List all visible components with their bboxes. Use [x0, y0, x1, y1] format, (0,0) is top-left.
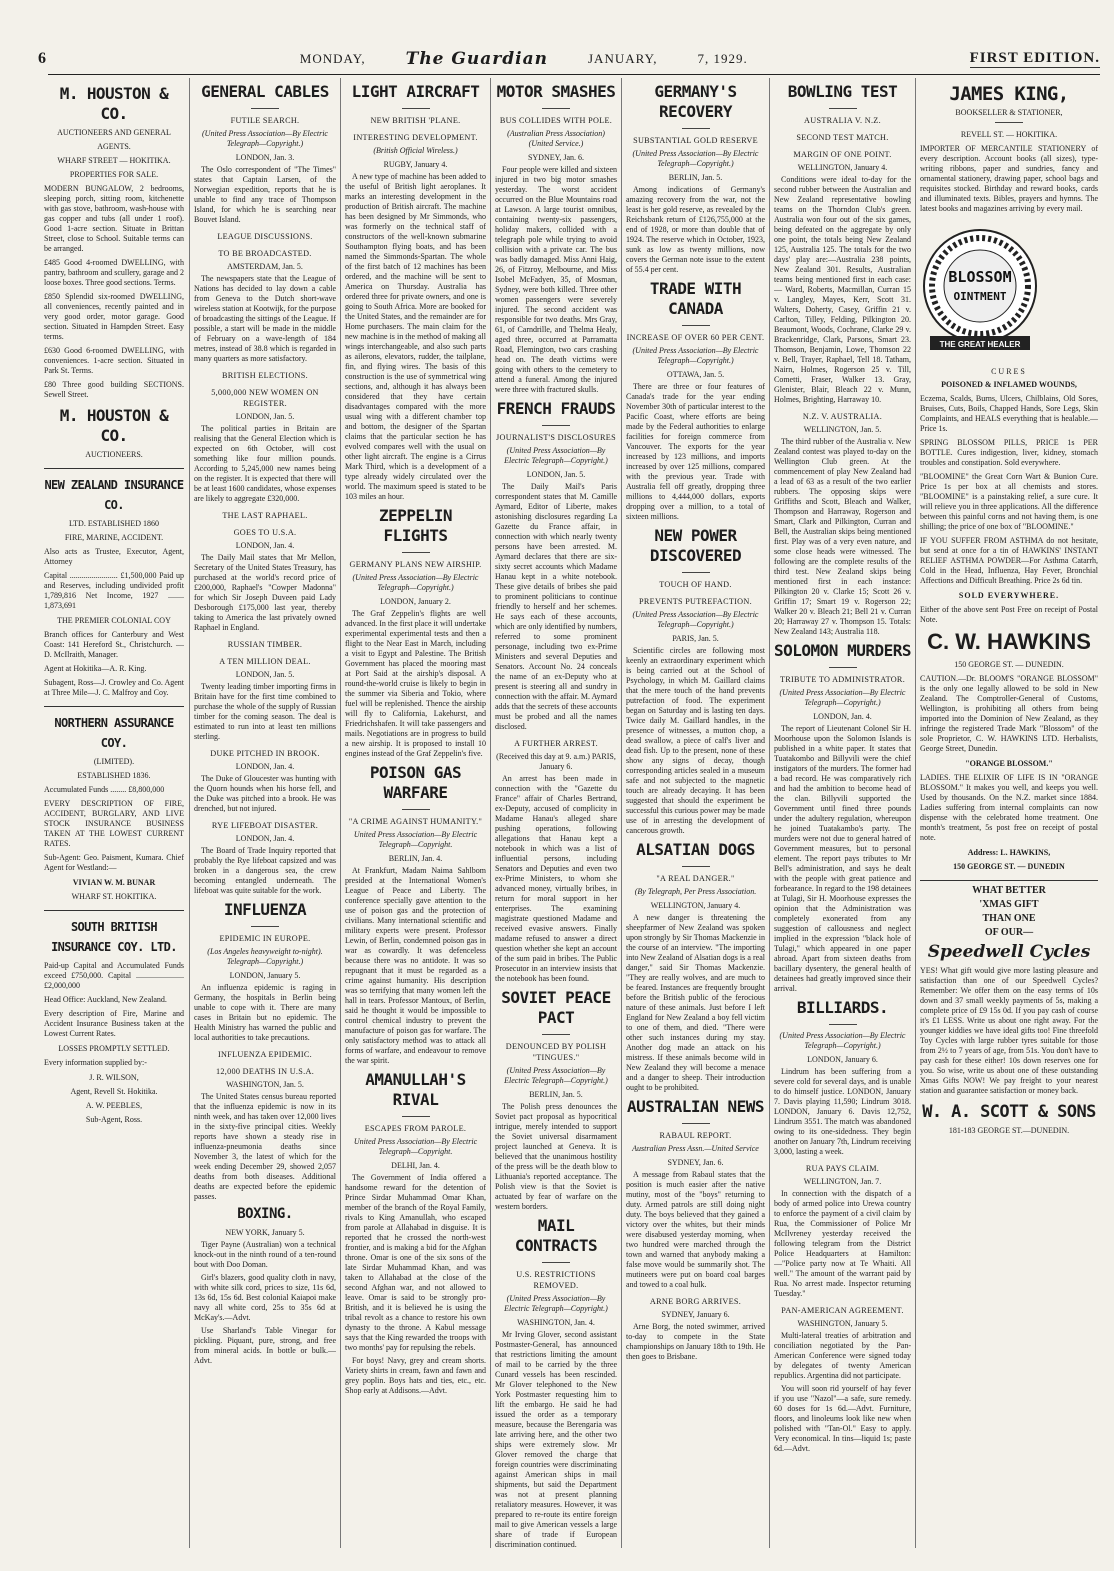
article-body: Among indications of Germany's amazing recovery from the war, not the least is her gold reserve, as revealed by the Reichsbank return of £126,755,000 at the end of 1928, or more than double that of 1924. The reserve which in October, 1923, sunk as low as twenty millions, now covers the German note issue to the extent of 55.4 per cent.	[626, 185, 765, 274]
article-body: A new danger is threatening the sheepfarmer of New Zealand was spoken upon strongly by Sir Thomas Mackenzie in the course of an interview. "The importing into New Zealand of Alsatian dogs is a real danger," said Sir Thomas Mackenzie. "They are really wolves, and are much to be feared. Instances are frequently brought before the British public of the ferocious nature of these animals. Just before I left England for New Zealand a boy fell victim to one of them, and died. "There were other such instances during my stay. Another dog made an attack on his mistress. If these animals become wild in New Zealand they will become a menace and a danger to sheep. Their introduction ought to be prohibited.	[626, 913, 765, 1092]
separator	[682, 866, 710, 867]
column-4	[495, 78, 617, 1553]
ad-text: Capital ........................ £1,500,000 Paid up and Reserves, including undivided profit 1,789,816 Net Income, 1927 ........ 1,873,691	[44, 571, 184, 610]
ad-text: YES! What gift would give more lasting pleasure and satisfaction than one of our Speedwell Cycles? Remember: We offer them on the easy terms of 10s down and 37 small weekly payments of 5s, making a complete price of £9 15s 0d. If you pay cash of course it's £1 LESS. Write us about one right away. For the younger kiddies we have ideal gifts too! Fine threefold Toy Cycles with large rubber tyres suitable for those from 2½ to 7 years of age, from 51s. You don't have to pay cash for these either! 10s down reserves one for you. So wise, write us about one of these outstanding Xmas Gifts NOW! We pay freight to your nearest station and guarantee satisfaction or money back.	[920, 966, 1098, 1095]
credit-line: (Australian Press Association) (United Service.)	[507, 129, 605, 148]
ad-line: Agent, Revell St. Hokitika.	[70, 1087, 158, 1096]
ad-line: ESTABLISHED 1836.	[77, 771, 151, 780]
credit-line: (United Press Association—By Electric Telegraph—Copyright.)	[779, 688, 906, 707]
column-divider	[915, 78, 916, 1548]
ad-text: Eczema, Scalds, Burns, Ulcers, Chilblains, Old Sores, Bruises, Cuts, Boils, Chapped Hands, Sore Legs, Skin Complaints, and HEALS everything that is healable.—Price 1s.	[920, 394, 1098, 433]
ad-text: Sub-Agent: Geo. Paisment, Kumara. Chief Agent for Westland:—	[44, 853, 184, 872]
advert-text: Girl's blazers, good quality cloth in navy, with white silk cord, prices to size, 11s 6d, 13s 6d, 15s 6d. Best colonial Kaiapoi make navy all white cord, 25s to 35s 6d at McKay's.—Advt.	[194, 1273, 336, 1322]
ad-firm-title: SOUTH BRITISH INSURANCE COY. LTD.	[51, 920, 177, 954]
ad-address: WHARF STREET — HOKITIKA.	[57, 156, 171, 165]
subhead: NEW BRITISH 'PLANE.	[370, 116, 461, 125]
ad-line: CURES	[991, 367, 1027, 376]
article-body: The Government of India offered a handsome reward for the detention of Prince Sirdar Muhammad Omar Khan, member of the branch of the Royal Family, rivals to King Amanullah, who escaped from parole at Allahabad in disguise. It is reported that he crossed the north-west frontier, and is making a bid for the Afghan throne. Omar is one of the six sons of the late Sirdar Muhammad Khan, and was taken to Allahabad at the close of the second Afghan war, and not allowed to leave. Omar is said to be strongly pro-British, and it is believed he is using the tribal revolt as a chance to restore his own dynasty to the throne. A Kabul message says that the King rewarded the troops with two months' pay for repulsing the rebels.	[345, 1173, 486, 1352]
ad-line: POISONED & INFLAMED WOUNDS,	[941, 380, 1077, 389]
ad-firm-title: NEW ZEALAND INSURANCE CO.	[44, 478, 184, 512]
subhead: ARNE BORG ARRIVES.	[649, 1297, 742, 1306]
separator	[542, 1034, 570, 1035]
column-divider	[769, 78, 770, 1548]
article-body: In connection with the dispatch of a body of armed police into Urewa country to enforce the payment of a civil claim by Rua, the Commissioner of Police Mr McIlvreney yesterday received the following telegram from the District Police Headquarters at Hamilton:—"Police party now at Te Whaiti. All well." The amount of the warrant paid by Rua. No arrest made. Inspector returning Tuesday."	[774, 1189, 911, 1298]
masthead	[38, 46, 1100, 72]
ad-firm-title: NORTHERN ASSURANCE COY.	[54, 716, 174, 750]
seal-text-top: BLOSSOM	[948, 268, 1012, 286]
ad-text: Every description of Fire, Marine and Accident Insurance Business taken at the Lowest Current Rates.	[44, 1009, 184, 1038]
article-body: There are three or four features of Canada's trade for the year ending November 30th of particular interest to the Pacific Coast, where efforts are being made by the Federal authorities to enlarge facilities for foreign commerce from Vancouver. The exports for the year increased by 123 millions, and imports increased by over 125 millions, compared with the previous year. Trade with Australia fell off greatly, dropping three millions to 4,444,000 dollars, exports dropping over a million, to a total of sixteen millions.	[626, 382, 765, 521]
dateline: WELLINGTON, January 4.	[650, 901, 741, 910]
dateline: LONDON, Jan. 5.	[235, 412, 295, 421]
subhead: INFLUENZA EPIDEMIC.	[218, 1050, 312, 1059]
ad-line: THE PREMIER COLONIAL COY	[57, 616, 171, 625]
subhead: DENOUNCED BY POLISH "TINGUES."	[505, 1042, 607, 1062]
article-body: Scientific circles are following most keenly an extraordinary experiment which is being carried out at the School of Psychology, in which M. Gaillard claims that the mere touch of the hand prevents putrefaction of food. The experiment began on Saturday and is lasting ten days. Twice daily M. Gaillard handles, in the presence of witnesses, a mutton chop, a dead swallow, a piece of calf's liver and dead fish. Up to the present, none of these show any signs of decay, though corresponding articles sealed in a museum safe and not subjected to the magnetic touch are already decaying. It has been suggested that should the experiment be successful this curious power may be made use of in arresting the development of cancerous growth.	[626, 646, 765, 835]
ad-line: PROPERTIES FOR SALE.	[69, 170, 159, 179]
ad-divider	[44, 910, 184, 911]
subhead: AUSTRALIA V. N.Z.	[804, 116, 881, 125]
subhead: TRIBUTE TO ADMINISTRATOR.	[779, 675, 906, 684]
dateline: LONDON, Jan. 3.	[235, 153, 295, 162]
ad-line: SOLD EVERYWHERE.	[958, 591, 1060, 600]
credit-line: (United Press Association—By Electric Telegraph—Copyright.)	[504, 446, 608, 465]
separator	[682, 1123, 710, 1124]
subhead: INTERESTING DEVELOPMENT.	[353, 133, 478, 142]
credit-line: (British Official Wireless.)	[373, 146, 458, 155]
column-divider	[189, 78, 190, 1548]
subhead: A FURTHER ARREST.	[514, 739, 598, 748]
separator	[402, 108, 430, 109]
ad-divider	[44, 706, 184, 707]
ad-line: BOOKSELLER & STATIONER,	[955, 108, 1063, 117]
credit-line: (United Press Association—By Electric Telegraph—Copyright.)	[632, 346, 759, 365]
dateline: WASHINGTON, January 5.	[797, 1319, 888, 1328]
article-body: The Board of Trade Inquiry reported that probably the Rye lifeboat capsized and was broken in a dangerous sea, the crew becoming entangled underneath. The lifeboat was quite suitable for the work.	[194, 846, 336, 895]
separator	[542, 1262, 570, 1263]
ad-line: LOSSES PROMPTLY SETTLED.	[58, 1044, 170, 1053]
credit-line: (United Press Association—By Electric Telegraph—Copyright.)	[504, 1066, 608, 1085]
ad-text: Branch offices for Canterbury and West Coast: 141 Hereford St., Christchurch. — D. McIlraith, Manager.	[44, 630, 184, 659]
ad-text: Also acts as Trustee, Executor, Agent, Attorney	[44, 547, 184, 566]
ad-listing: MODERN BUNGALOW, 2 bedrooms, sleeping porch, sitting room, kitchenette with gas stove, bathroom, wash-house with gas copper and tubs (all under 1 roof). Good 1-acre section. Situate in Brittan Street, close to School. Suitable terms can be arranged.	[44, 184, 184, 253]
ad-firm-title: M. HOUSTON & CO.	[59, 84, 169, 123]
dateline: NEW YORK, January 5.	[225, 1228, 305, 1237]
column-1	[44, 78, 184, 1553]
article-body: The newspapers state that the League of Nations has decided to lay down a cable from Geneva to the Dutch short-wave wireless station at Kootwijk, for the purpose of broadcasting the sittings of the League. If possible, a start will be made in the middle of February on a wave-length of 184 metres, instead of 38.8 which is regarded in many quarters as more satisfactory.	[194, 274, 336, 363]
ad-text: Either of the above sent Post Free on receipt of Postal Note.	[920, 605, 1098, 624]
article-body: A new type of machine has been added to the useful of British light aeroplanes. It marks an interesting development in the production of British aircraft. The machine has been designed by Mr Simmonds, who was formerly on the technical staff of constructors of the well-known submarine Southampton flying boats, and has been named the Simmonds-Spartan. The whole of the first batch of 12 machines has been ordered, and the machine will be sent to America on Thursday. Australia has ordered three for private owners, and one is going to South Africa. More are booked for the United States, and the remainder are for Home purchasers. The main claim for the new machine is in the method of making all wings interchangeable, and also such parts as ailerons, elevators, rudder, the tailplane, fin, and flying wires. The basis of this construction is the use of symmetrical wing sections, and, although it has always been considered that they have certain disadvantages compared with the more usual wing with a different chamber top and bottom, the designer of the Spartan claims that the particular section he has evolved compares well with the usual on other light aircraft. The engine is a Cirrus Mark Third, which is a development of a type already widely circulated over the world. The maximum speed is stated to be 103 miles an hour.	[345, 172, 486, 501]
article-body: Multi-lateral treaties of arbitration and conciliation negotiated by the Pan-American Conference were signed today by delegates of twenty American republics. Argentina did not participate.	[774, 1331, 911, 1380]
dateline: WELLINGTON, Jan. 5.	[803, 425, 882, 434]
ad-text: "BLOOMINE" the Great Corn Wart & Bunion Cure. Price 1s per box at all chemists and stores. "BLOOMINE" is a painstaking relief, a sure cure. It will relieve you in three applications. All the difference between this painful corns and not having them, is one shilling; the price of one box of "BLOOMINE."	[920, 472, 1098, 531]
advert-text: You will soon rid yourself of hay fever if you use "Nazol"—a safe, sure remedy. 60 doses for 1s 6d.—Advt. Furniture, floors, and linoleums look like new when polished with "Tan-Ol." Easy to apply. Very economical. In tins—liquid 1s; paste 6d.—Advt.	[774, 1384, 911, 1453]
subhead: TO BE BROADCASTED.	[218, 249, 312, 258]
masthead-day: MONDAY,	[299, 51, 366, 66]
dateline: LONDON, Jan. 4.	[235, 762, 295, 771]
headline: ZEPPELIN FLIGHTS	[378, 506, 453, 545]
ad-text: EVERY DESCRIPTION OF FIRE, ACCIDENT, BURGLARY, AND LIVE STOCK INSURANCE BUSINESS TAKEN AT THE LOWEST CURRENT RATES.	[44, 799, 184, 848]
ad-line: LTD. ESTABLISHED 1860	[69, 519, 159, 528]
headline: BOXING.	[237, 1206, 293, 1222]
ad-address: WHARF ST. HOKITIKA.	[71, 892, 157, 901]
article-body: Conditions were ideal to-day for the second rubber between the Australian and New Zealand representative bowling teams on the Thorndon Club's green. Australia won four out of the six games, being defeated on the aggregate by only one point, the totals being New Zealand 125, Australia 125. The totals for the two days' play are:—Australia 238 points, New Zealand 301. Results, Australian teams being mentioned first in each case:— Ward, Roberts, Macmillan, Curran 15 v. Langley, Mayes, Kerr, Scott 31. Walters, Doherty, Casey, Griffin 21 v. Carlton, Tilley, Felding, Pilkington 20. Beaumont, Woods, Cochrane, Clarke 29 v. Brackenridge, Clark, Parsons, Smart 23. Thomson, Benjamin, Lowe, Thomson 22 v. Bell, Trayer, Raphael, Tell 18. Tatham, Nairn, Holmes, Rogerson 25 v. Till, Cometti, Fraser, Walker 13. Gray, Glenister, Blair, Bleach 22 v. Munn, Holmes, Brighting, Harraway 10.	[774, 175, 911, 404]
masthead-title: The Guardian	[405, 49, 548, 69]
ad-agent-name: VIVIAN W. M. BUNAR	[72, 878, 156, 887]
credit-line: United Press Association—By Electric Telegraph—Copyright.	[353, 830, 478, 849]
column-2	[194, 78, 336, 1553]
ad-text: IMPORTER OF MERCANTILE STATIONERY of every description. Account books (all sizes), type-writing ribbons, paper and sundries, fancy and ornamental stationery, drawing paper, school bags and requisites stocked. Birthday and reward books, cards and illuminated texts. Bibles, prayers and hymns. The latest books and magazines arriving by every mail.	[920, 144, 1098, 213]
ad-text: LADIES. THE ELIXIR OF LIFE IS IN "ORANGE BLOSSOM." It makes you well, and keeps you well. Used by thousands. On the N.Z. market since 1884. Ladies suffering from internal complaints can now dispense with the celebrated home treatment. One month's treatment, 5s post free on receipt of postal note.	[920, 773, 1098, 842]
separator	[542, 108, 570, 109]
dateline: RUGBY, January 4.	[383, 160, 448, 169]
dateline: LONDON, January 5.	[229, 971, 301, 980]
dateline: LONDON, January 2.	[380, 597, 451, 606]
ad-divider	[920, 880, 1098, 881]
credit-line: United Press Association—By Electric Telegraph—Copyright.	[353, 1137, 478, 1156]
subhead: PAN-AMERICAN AGREEMENT.	[781, 1306, 904, 1315]
column-divider	[621, 78, 622, 1548]
ad-line: OF OUR—	[984, 927, 1034, 938]
subhead: MARGIN OF ONE POINT.	[793, 150, 892, 159]
article-body: The Polish press denounces the Soviet pact proposal as hypocritical intrigue, merely intended to support the Soviet universal disarmament project launched at Geneva. It is believed that the unanimous hostility of the press will be the death blow to Lithuania's reported acceptance. The Polish view is that the Soviet is actuated by fear of warfare on the western borders.	[495, 1102, 617, 1211]
dateline: WELLINGTON, Jan. 7.	[803, 1177, 882, 1186]
headline: MAIL CONTRACTS	[514, 1216, 598, 1255]
ad-firm-title: JAMES KING,	[949, 83, 1069, 105]
dateline: SYDNEY, Jan. 6.	[527, 153, 585, 162]
advert-text: For boys! Navy, grey and cream shorts. Variety shirts in cream, fawn and fawn and grey poplin. Boys hats and ties, etc., etc. Shop early at Addisons.—Advt.	[345, 1356, 486, 1395]
article-body: The Duke of Gloucester was hunting with the Quorn hounds when his horse fell, and the Duke was pitched into a brook. He was drenched, but not injured.	[194, 774, 336, 813]
dateline: OTTAWA, Jan. 5.	[666, 370, 725, 379]
edition-label: FIRST EDITION.	[969, 50, 1100, 66]
ad-listing: £850 Splendid six-roomed DWELLING, all conveniences, recently painted and in very good order, motor garage. Good section. Situated in Hampden Street. Easy terms.	[44, 292, 184, 341]
subhead: 5,000,000 NEW WOMEN ON REGISTER.	[211, 388, 319, 408]
subhead: RYE LIFEBOAT DISASTER.	[211, 821, 319, 830]
credit-line: (United Press Association—By Electric Telegraph—Copyright.)	[202, 129, 328, 148]
article-body: An arrest has been made in connection with the "Gazette du France" affair of Charles Bertrand, ex-Deputy, accused of complicity in Madame Hanau's alleged share pushing operations, following allegations that Hanau kept a notebook in which was a list of influential persons, including Senators and Deputies and even two ex-Prime Ministers, to whom she advanced money, virtually bribes, in return for moral support in her enterprises. The examining magistrate questioned Madame and received evasive answers. Finally madame refused to answer a direct question whether she kept an account of the sum paid in bribes. The Public Prosecutor in an interview insists that the notebook has been found.	[495, 774, 617, 983]
subhead: FUTILE SEARCH.	[230, 116, 300, 125]
dateline: LONDON, Jan. 4.	[235, 834, 295, 843]
ad-firm-title: Speedwell Cycles	[927, 942, 1091, 962]
article-body: Mr Irving Glover, second assistant Postmaster-General, has announced that restrictions limiting the amount of mail to be carried by the three Cunard vessels has been rescinded. Mr Glover telephoned to the New York Postmaster requesting him to lift the embargo. He said he had issued the order as a temporary measure, because the Berengaria was late arriving here, and the other two ships were extremely slow. Mr Glover removed the charge that foreign countries were discriminating against American ships in mail shipments, but said the Department was not at present planning retaliatory measures. However, it was prepared to re-route its entire foreign mail to give American vessels a large share of trade if European discrimination continued.	[495, 1330, 617, 1549]
ad-text: IF YOU SUFFER FROM ASTHMA do not hesitate, but send at once for a tin of HAWKINS' INSTANT RELIEF ASTHMA POWDER—For Asthma Catarrh, Cold in the Head, Influenza, Hay Fever, Bronchial Affections and Difficult Breathing. Price 2s 6d tin.	[920, 536, 1098, 585]
subhead: JOURNALIST'S DISCLOSURES	[496, 433, 616, 442]
subhead: 12,000 DEATHS IN U.S.A.	[215, 1067, 315, 1076]
ad-line: WHAT BETTER	[972, 885, 1046, 896]
headline: TRADE WITH CANADA	[649, 279, 742, 318]
headline: SOVIET PEACE PACT	[501, 988, 611, 1027]
separator	[251, 108, 279, 109]
ad-text: Agent at Hokitika—A. R. King.	[44, 664, 147, 673]
masthead-month: JANUARY,	[588, 51, 658, 66]
separator	[995, 122, 1023, 123]
ad-address: REVELL ST. — HOKITIKA.	[960, 130, 1058, 139]
credit-line: (United Press Association—By Electric Telegraph—Copyright.)	[504, 1294, 608, 1313]
separator	[251, 926, 279, 927]
ad-address: 150 GEORGE ST. — DUNEDIN	[953, 862, 1065, 871]
column-5	[626, 78, 765, 1553]
ad-line: (LIMITED).	[93, 757, 135, 766]
ad-line: AGENTS.	[97, 142, 131, 151]
dateline: BERLIN, Jan. 4.	[388, 854, 443, 863]
ad-line: AUCTIONEERS AND GENERAL	[57, 128, 171, 137]
credit-line: (United Press Association—By Electric Telegraph—Copyright.)	[632, 149, 759, 168]
article-body: The third rubber of the Australia v. New Zealand contest was played to-day on the Wellington Club green. At the commencement of play New Zealand had a lead of 63 as a result of the two earlier rubbers. The opposing skips were Griffiths and Scott, Bleach and Walker, Thompson and Harraway, Rogerson and Smart, Clark and Pilkington, Curran and Bell, the Australian skips being mentioned first. Play was of a very even nature, and some close heads were witnessed. The following are the complete results of the third test. New Zealand skips being mentioned first in each instance: Pilkington 20 v. Clarke 15; Scott 26 v. Griffin 17; Smart 19 v. Rogerson 22; Walker 20 v. Bleach 21; Bell 21 v. Curran 20; Harraway 27 v. Thompson 15. Totals: New Zealand 143; Australia 118.	[774, 437, 911, 636]
separator	[682, 325, 710, 326]
dateline: WELLINGTON, January 4.	[797, 163, 888, 172]
subhead: "A CRIME AGAINST HUMANITY."	[348, 817, 483, 826]
subhead: TOUCH OF HAND.	[659, 580, 732, 589]
column-7	[920, 78, 1098, 1553]
subhead: RUA PAYS CLAIM.	[805, 1164, 880, 1173]
subhead: A TEN MILLION DEAL.	[219, 657, 311, 666]
credit-line: (United Press Association—By Electric Telegraph—Copyright.)	[352, 573, 479, 592]
masthead-date: 7, 1929.	[697, 51, 748, 66]
ad-text: Subagent, Ross—J. Crowley and Co. Agent at Three Mile—J. C. Malfroy and Coy.	[44, 678, 184, 697]
subhead: U.S. RESTRICTIONS REMOVED.	[516, 1270, 596, 1290]
article-body: A message from Rabaul states that the position is much easier after the native mutiny, most of the "boys" returning to duty. Armed patrols are still doing night duty. The boys believed that they gained a victory over the whites, but their minds were disabused yesterday morning, when two hundred were marched through the town and warned that anybody making a false move would be summarily shot. The mutineers were put on board coal barges and towed to a coal hulk.	[626, 1170, 765, 1289]
dateline: LONDON, Jan. 4.	[813, 712, 872, 721]
ad-line: 'XMAS GIFT	[979, 899, 1039, 910]
headline: BOWLING TEST	[787, 82, 898, 101]
ad-agent-name: J. R. WILSON,	[89, 1073, 139, 1082]
article-body: Twenty leading timber importing firms in Britain have for the first time combined to purchase the whole of the supply of Russian timber for the coming season. The deal is estimated to run into at least ten millions sterling.	[194, 682, 336, 741]
ad-firm-title: C. W. HAWKINS	[927, 629, 1091, 654]
article-body: The Oslo correspondent of "The Times" states that Captain Larsen, of the Norwegian expedition, reports that he is unable to find any trace of Thompson Island, for which he is searching near Bouvet Island.	[194, 165, 336, 224]
headline: BILLIARDS.	[796, 998, 889, 1017]
article-body: An influenza epidemic is raging in Germany, the hospitals in Berlin being unable to cope with it. There are many cases in Britain but no epidemic. The Health Ministry has warned the public and local authorities to take precautions.	[194, 983, 336, 1042]
dateline: AMSTERDAM, Jan. 5.	[227, 262, 303, 271]
column-3	[345, 78, 486, 1553]
subhead: N.Z. V. AUSTRALIA.	[802, 412, 883, 421]
dateline: WASHINGTON, Jan. 5.	[226, 1080, 304, 1089]
column-divider	[340, 78, 341, 1548]
article-body: The United States census bureau reported that the influenza epidemic is now in its ninth week, and has taken over 12,000 lives in the sixty-five principal cities. Weekly reports have shown a steady rise in influenza-pneumonia deaths since November 3, the latest of which for the week ending December 29, showed 2,057 deaths from both diseases. Additional deaths are expected before the epidemic passes.	[194, 1092, 336, 1201]
dateline: LONDON, January 6.	[807, 1055, 878, 1064]
headline: AMANULLAH'S RIVAL	[365, 1070, 466, 1109]
credit-line: (By Telegraph, Per Press Association.	[634, 887, 757, 896]
separator	[542, 425, 570, 426]
article-body: Four people were killed and sixteen injured in two big motor smashes yesterday. The worst accident occurred on the Blue Mountains road at Lawson. A large tourist omnibus, containing twenty-six passengers, holiday makers, collided with a telegraph pole while trying to avoid collision with a private car. The bus was badly damaged. Miss Anni Haig, 26, of Fitzroy, Melbourne, and Miss Isobel McFadyen, 35, of Mosman, Sydney, were both killed. Three other women passengers were severely injured. The second accident was responsible for two deaths. Mrs Gray, 61, of Carndrille, and Thelma Healy, aged three, occurred at Parramatta Road, Flemington, two cars crashing head on. The death victims were going with others to the cemetery to attend a funeral. Among the injured were three with fractured skulls.	[495, 165, 617, 394]
ad-line: FIRE, MARINE, ACCIDENT.	[64, 533, 164, 542]
subhead: DUKE PITCHED IN BROOK.	[210, 749, 320, 758]
headline: MOTOR SMASHES	[496, 82, 616, 101]
ad-address: 181-183 GEORGE ST.—DUNEDIN.	[948, 1126, 1070, 1135]
headline: AUSTRALIAN NEWS	[627, 1097, 764, 1116]
ad-line: AUCTIONEERS.	[85, 450, 143, 459]
dateline: SYDNEY, Jan. 6.	[667, 1158, 724, 1167]
credit-line: Australian Press Assn.—United Service	[632, 1144, 759, 1153]
ad-firm-title: W. A. SCOTT & SONS	[922, 1102, 1096, 1122]
headline: INFLUENZA	[223, 900, 307, 919]
subhead: PREVENTS PUTREFACTION.	[639, 597, 752, 606]
separator	[829, 667, 857, 668]
headline: ALSATIAN DOGS	[636, 840, 755, 859]
advert-text: Use Sharland's Table Vinegar for pickling. Piquant, pure, strong, and free from mineral acids. In bottle or bulk.—Advt.	[194, 1326, 336, 1365]
headline: NEW POWER DISCOVERED	[649, 526, 742, 565]
headline: SOLOMON MURDERS	[774, 641, 911, 660]
subhead: INCREASE OF OVER 60 PER CENT.	[626, 333, 765, 342]
article-body: The Graf Zeppelin's flights are well advanced. In the first place it will undertake experimental experimental tests and then a flight to the Near East in March, including a visit to Egypt and Palestine. The British Government has placed the mooring mast at Port Said at the airship's disposal. A round-the-world cruise is likely to begin in the summer via Siberia and Tokio, where fuel will be replenished. Thence the airship will fly to California, Lakehurst, and Friedrichshafen. It will take passengers and mails. Negotiations are in progress to build a new airship. It is proposed to install 10 engines instead of the Graf Zeppelin's five.	[345, 609, 486, 758]
separator	[682, 128, 710, 129]
separator	[829, 108, 857, 109]
headline: FRENCH FRAUDS	[496, 399, 616, 418]
masthead-rule	[48, 74, 1100, 75]
separator	[402, 1116, 430, 1117]
headline: POISON GAS WARFARE	[369, 763, 462, 802]
ad-text: Every information supplied by:-	[44, 1058, 147, 1067]
ad-divider	[44, 468, 184, 469]
subhead: GOES TO U.S.A.	[233, 528, 297, 537]
dateline: BERLIN, Jan. 5.	[529, 1090, 583, 1099]
article-body: At Frankfurt, Madam Naima Sahlbom presided at the International Women's League of Peace and Liberty. The conference specially gave attention to the use of poison gas and the protection of civilians. Many international scientific and military experts were present. Professor Lewin, of Berlin, condemned poison gas in war as cowardly. It was defenceless because there was no antidote. It was so repugnant that it must be regarded as a crime against humanity. His description was so terrifying that many women left the hall in tears. Professor Mantoux, of Berlin, said he thought it would be impossible to control chemical industry to prevent the manufacture of poison gas for warfare. The only satisfactory method was to attack all forms of warfare, and endeavour to remove the war spirit.	[345, 866, 486, 1065]
credit-line: (United Press Association—By Electric Telegraph—Copyright.)	[779, 1031, 906, 1050]
subhead: EPIDEMIC IN EUROPE.	[219, 934, 311, 943]
ad-text: CAUTION.—Dr. BLOOM'S "ORANGE BLOSSOM" is the only one legally allowed to be sold in New Zealand. The Comptroller-General of Customs, Wellington, is prohibiting all others from being imported into the Dominion of New Zealand, as they infringe the registered Trade Mark "Blossom" of the sole Proprietor, C. W. HAWKINS LTD. Herbalists, George Street, Dunedin.	[920, 674, 1098, 753]
subhead: LEAGUE DISCUSSIONS.	[217, 232, 313, 241]
ad-text: Accumulated Funds ........ £8,800,000	[44, 785, 165, 794]
headline: LIGHT AIRCRAFT	[351, 82, 480, 101]
ad-text: Paid-up Capital and Accumulated Funds exceed £750,000. Capital ........................ £2,000,000	[44, 961, 184, 990]
ad-listing: £630 Good 6-roomed DWELLING, with conveniences. 1-acre section. Situated in Park St. Terms.	[44, 346, 184, 375]
ad-line: Address: L. HAWKINS,	[967, 848, 1051, 857]
ad-text: Head Office: Auckland, New Zealand.	[44, 995, 167, 1004]
separator	[829, 1024, 857, 1025]
article-body: The report of Lieutenant Colonel Sir H. Moorhouse upon the Solomon Islands is published in a white paper. It states that Tuatakombo and Billyvili were the chief instigators of the murders. The former had a bad record. He was comparatively rich and had the ambition to become head of the clan. Billyvili supported the Government until fined three pounds under the adultery regulation, whereupon he joined Tuatakambo's party. The murders were not due to general hatred of Government measures, but to personal element. The report pays tributes to Mr Bell's administration, and says he dealt with the people with great patience and forbearance. In regard to the 198 detainees at Tulagi, Sir H. Moorhouse expresses the opinion that the Administration was completely exonerated from any suggestion of callousness and neglect implied in the expression "black hole of Tulagi," which appeared in one paper abroad. Apart from sixteen deaths from bacillary dysentery, the general health of detainees had greatly improved since their arrival.	[774, 724, 911, 993]
dateline: WASHINGTON, Jan. 4.	[517, 1318, 595, 1327]
headline: GERMANY'S RECOVERY	[654, 82, 737, 121]
article-body: Lindrum has been suffering from a severe cold for several days, and is unable to do himself justice. LONDON, January 7. Davis playing 11,590; Lindrum 3018. LONDON, January 6. Davis 12,752, Lindrum 3551. The match was abandoned owing to its one-sidedness. They begin another on January 7th, Lindrum receiving 3,000, lasting a week.	[774, 1067, 911, 1156]
ad-address: 150 GEORGE ST. — DUNEDIN.	[954, 660, 1064, 669]
page-number: 6	[38, 50, 47, 67]
ad-text: SPRING BLOSSOM PILLS, PRICE 1s PER BOTTLE. Cures indigestion, liver, kidney, stomach troubles and constipation. Sold everywhere.	[920, 438, 1098, 467]
credit-line: (Los Angeles heavyweight to-night). Telegraph—Copyright.)	[207, 947, 323, 966]
subhead: RUSSIAN TIMBER.	[227, 640, 303, 649]
subhead: THE LAST RAPHAEL.	[222, 511, 308, 520]
dateline: LONDON, Jan. 4.	[235, 541, 295, 550]
ad-line: "ORANGE BLOSSOM."	[965, 759, 1053, 768]
ad-line: THAN ONE	[982, 913, 1036, 924]
article-body: Tiger Payne (Australian) won a technical knock-out in the ninth round of a ten-round bout with Doo Doman.	[194, 1240, 336, 1269]
dateline: SYDNEY, January 6.	[661, 1310, 730, 1319]
article-body: Arne Borg, the noted swimmer, arrived to-day to compete in the State championships on January 18th to 19th. He then goes to Brisbane.	[626, 1322, 765, 1361]
subhead: ESCAPES FROM PAROLE.	[364, 1124, 467, 1133]
column-divider	[490, 78, 491, 1548]
seal-text-mid: OINTMENT	[953, 290, 1007, 303]
subhead: BUS COLLIDES WITH POLE.	[499, 116, 613, 125]
ad-agent-name: A. W. PEEBLES,	[85, 1101, 143, 1110]
dateline: DELHI, Jan. 4.	[391, 1161, 440, 1170]
subhead: BRITISH ELECTIONS.	[222, 371, 308, 380]
subhead: SECOND TEST MATCH.	[796, 133, 889, 142]
article-body: The political parties in Britain are realising that the General Election which is expected on 6th October, will cost something like four million pounds. According to 5,245,000 new names being on the register. It is expected that there will be at least 1600 candidates, whose expenses are likely to aggregate £320,000.	[194, 424, 336, 503]
ad-listing: £485 Good 4-roomed DWELLING, with pantry, bathroom and scullery, garage and 2 loose boxes. Three good sections. Terms.	[44, 258, 184, 287]
subhead: SUBSTANTIAL GOLD RESERVE	[633, 136, 758, 145]
dateline: BERLIN, Jan. 5.	[668, 173, 723, 182]
separator	[402, 809, 430, 810]
dateline: LONDON, Jan. 5.	[526, 470, 586, 479]
separator	[682, 572, 710, 573]
subhead: "A REAL DANGER."	[656, 874, 735, 883]
dateline: LONDON, Jan. 5.	[235, 670, 295, 679]
blossom-seal-icon	[920, 224, 1040, 354]
subhead: GERMANY PLANS NEW AIRSHIP.	[349, 560, 482, 569]
ad-firm-title: M. HOUSTON & CO.	[59, 406, 169, 445]
separator	[402, 552, 430, 553]
dateline: (Received this day at 9. a.m.) PARIS, January 6.	[496, 752, 616, 771]
seal-text-bottom: THE GREAT HEALER	[939, 340, 1021, 349]
subhead: RABAUL REPORT.	[659, 1131, 732, 1140]
article-body: The Daily Mail states that Mr Mellon, Secretary of the United States Treasury, has purchased at the world's record price of £200,000, Raphael's "Cowper Madonna" for which Sir Joseph Duveen paid Lady Desborough £175,000 last year, thereby taking to America the last privately owned Raphael in England.	[194, 553, 336, 632]
dateline: PARIS, Jan. 5.	[672, 634, 719, 643]
ad-line: Sub-Agent, Ross.	[85, 1115, 143, 1124]
headline: GENERAL CABLES	[201, 82, 329, 101]
article-body: The Daily Mail's Paris correspondent states that M. Camille Aymard, Editor of Liberte, makes astonishing disclosures regarding La Gazette du France affair, in connection with which nearly twenty persons have been arrested. M. Aymard declares that there are six-sixty secret accounts which Madame Hanau kept in a white notebook. These give details of bribes she paid to prominent politicians to continue friendly to herself and her schemes. He says each of these accounts, which are only identified by numbers, referred to some prominent personage, including two ex-Prime Ministers and several Deputies and Senators. Account No. 24 conceals the name of an ex-Deputy who at present is steering all and sundry in connection with the affair. M. Aymard adds that the secrets of these accounts must be probed and all the names disclosed.	[495, 482, 617, 731]
ad-listing: £80 Three good building SECTIONS. Sewell Street.	[44, 380, 184, 399]
column-6	[774, 78, 911, 1553]
credit-line: (United Press Association—By Electric Telegraph—Copyright.)	[632, 610, 759, 629]
